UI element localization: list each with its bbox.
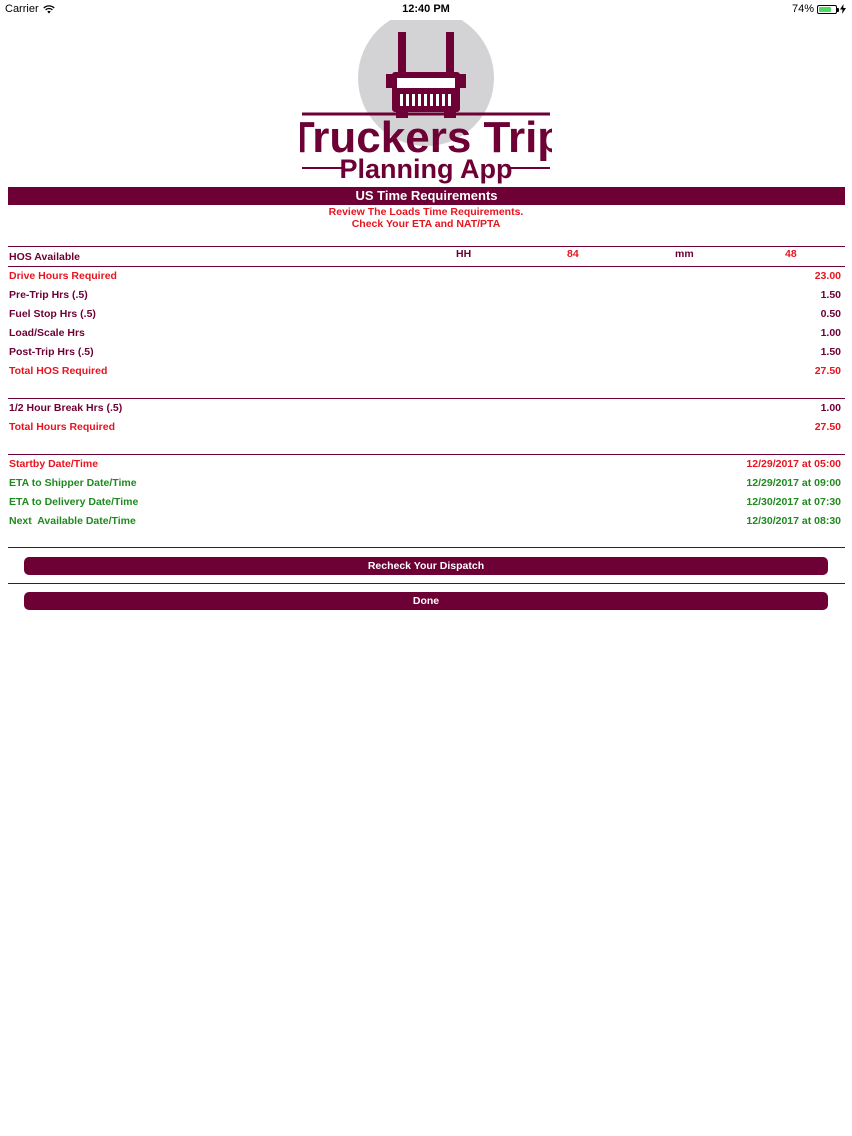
load-scale-value: 1.00 (820, 327, 841, 339)
divider (8, 583, 845, 584)
app-logo (300, 20, 552, 186)
next-available-label: Next Available Date/Time (9, 515, 136, 527)
next-available-value: 12/30/2017 at 08:30 (746, 515, 841, 527)
recheck-dispatch-button[interactable]: Recheck Your Dispatch (24, 557, 828, 575)
eta-shipper-value: 12/29/2017 at 09:00 (746, 477, 841, 489)
startby-value: 12/29/2017 at 05:00 (746, 458, 841, 470)
battery-icon (817, 5, 837, 14)
divider (8, 454, 845, 455)
eta-delivery-label: ETA to Delivery Date/Time (9, 496, 139, 508)
post-trip-value: 1.50 (820, 346, 841, 358)
post-trip-row (9, 344, 841, 362)
mm-value[interactable]: 48 (785, 248, 797, 260)
half-hour-break-label: 1/2 Hour Break Hrs (.5) (9, 402, 123, 414)
logo-title-line1: Truckers Trip (300, 113, 552, 162)
hh-label: HH (456, 248, 472, 260)
status-bar (0, 0, 852, 18)
total-hours-row (9, 419, 841, 437)
eta-shipper-label: ETA to Shipper Date/Time (9, 477, 137, 489)
divider (8, 547, 845, 548)
load-scale-row (9, 325, 841, 343)
total-hos-value: 27.50 (814, 365, 841, 377)
subtitle-line-2: Check Your ETA and NAT/PTA (351, 218, 501, 230)
pre-trip-row (9, 287, 841, 305)
total-hours-label: Total Hours Required (9, 421, 115, 433)
fuel-stop-row (9, 306, 841, 324)
charging-icon (840, 4, 846, 14)
battery-percent: 74% (791, 3, 814, 15)
eta-delivery-value: 12/30/2017 at 07:30 (746, 496, 841, 508)
drive-hours-label: Drive Hours Required (9, 270, 117, 282)
page-title: US Time Requirements (8, 187, 845, 205)
total-hos-row (9, 363, 841, 381)
post-trip-label: Post-Trip Hrs (.5) (9, 346, 94, 358)
load-scale-label: Load/Scale Hrs (9, 327, 85, 339)
hos-available-row (9, 249, 841, 267)
total-hours-value: 27.50 (814, 421, 841, 433)
next-available-row (9, 513, 841, 531)
divider (8, 266, 845, 267)
battery-info (792, 3, 846, 15)
eta-shipper-row (9, 475, 841, 493)
subtitle-line-1: Review The Loads Time Requirements. (328, 206, 524, 218)
fuel-stop-value: 0.50 (820, 308, 841, 320)
half-hour-break-value: 1.00 (820, 402, 841, 414)
divider (8, 246, 845, 247)
done-button[interactable]: Done (24, 592, 828, 610)
startby-row (9, 456, 841, 474)
truck-logo-icon (300, 20, 552, 186)
hh-value[interactable]: 84 (567, 248, 579, 260)
divider (8, 398, 845, 399)
status-time: 12:40 PM (402, 3, 450, 15)
pre-trip-label: Pre-Trip Hrs (.5) (9, 289, 88, 301)
eta-delivery-row (9, 494, 841, 512)
hos-available-label: HOS Available (9, 251, 80, 263)
fuel-stop-label: Fuel Stop Hrs (.5) (9, 308, 96, 320)
carrier-label: Carrier (5, 3, 39, 15)
half-hour-break-row (9, 400, 841, 418)
logo-title-line2: Planning App (339, 154, 513, 184)
mm-label: mm (675, 248, 694, 260)
total-hos-label: Total HOS Required (9, 365, 108, 377)
pre-trip-value: 1.50 (820, 289, 841, 301)
drive-hours-row (9, 268, 841, 286)
drive-hours-value: 23.00 (814, 270, 841, 282)
startby-label: Startby Date/Time (9, 458, 99, 470)
